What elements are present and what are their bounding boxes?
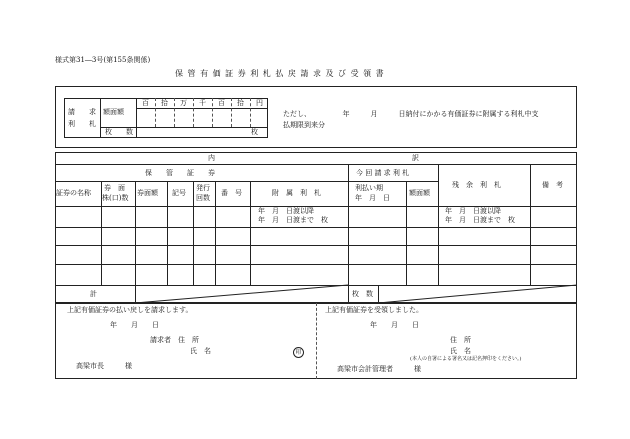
col-kenmen-bottom: 株(口)数 <box>102 194 129 202</box>
br-note: (本人の自署による署名又は記名押印をください。) <box>410 356 522 362</box>
bl-address: 請求者 住 所 <box>150 336 199 344</box>
bl-name: 氏 名 <box>190 347 211 355</box>
col-symbol: 記号 <box>172 189 186 197</box>
header-wake: 訳 <box>412 154 419 162</box>
br-date: 年 月 日 <box>370 321 419 329</box>
header-uchi: 内 <box>208 154 215 162</box>
col-kenmen-top: 券 面 <box>104 184 125 192</box>
remaining-line1: 年 月 日渡以降 <box>445 207 501 215</box>
br-text: 上記有価証券を受領しました。 <box>325 306 423 314</box>
label-unit-sheets: 枚 <box>251 128 258 136</box>
col-pay-bottom: 年 月 日 <box>355 194 390 202</box>
form-number: 様式第31―3号(第155条関係) <box>55 56 151 64</box>
col-attached: 附 属 利 札 <box>272 189 321 197</box>
col-name: 証券の名称 <box>56 189 91 197</box>
col-face2: 額面額 <box>409 189 430 197</box>
digit-header: 百 <box>142 99 149 107</box>
header-remarks: 備 考 <box>542 181 563 189</box>
header-custody: 保 管 証 券 <box>145 169 215 177</box>
remaining-line2: 年 月 日渡まで 枚 <box>445 216 515 224</box>
attached-line1: 年 月 日渡以降 <box>258 207 314 215</box>
sheets-label: 枚 数 <box>352 290 373 298</box>
label-count: 枚 数 <box>105 128 133 136</box>
header-remaining: 残 余 利 札 <box>452 181 501 189</box>
header-this-time: 今 回 請 求 利 札 <box>356 169 410 177</box>
bl-text: 上記有価証券の払い戻しを請求します。 <box>67 306 193 314</box>
br-address: 住 所 <box>450 336 471 344</box>
label-coupon: 利 札 <box>68 120 96 128</box>
digit-header: 百 <box>218 99 225 107</box>
attached-line2: 年 月 日渡まで 枚 <box>258 216 328 224</box>
digit-header: 拾 <box>161 99 168 107</box>
col-issue-bottom: 回数 <box>196 194 210 202</box>
digit-header: 万 <box>180 99 187 107</box>
label-face-value: 額面額 <box>103 108 124 116</box>
bl-to: 高梁市長 様 <box>76 362 132 370</box>
seal-mark: 印 <box>293 347 304 358</box>
bl-date: 年 月 日 <box>110 321 159 329</box>
form-title: 保 管 有 価 証 券 利 札 払 戻 請 求 及 び 受 領 書 <box>175 69 385 78</box>
label-claim: 請 求 <box>68 108 96 116</box>
note-line2: 払期限到来分 <box>283 121 325 129</box>
digit-header: 拾 <box>237 99 244 107</box>
note-line1: ただし、 年 月 日納付にかかる有価証券に附属する利札中支 <box>283 110 539 118</box>
col-number: 番 号 <box>221 189 242 197</box>
digit-header: 円 <box>256 99 263 107</box>
col-pay-top: 利払い期 <box>355 184 383 192</box>
col-issue-top: 発行 <box>196 184 210 192</box>
digit-header: 千 <box>199 99 206 107</box>
br-name: 氏 名 <box>450 347 471 355</box>
total-label: 計 <box>90 290 97 298</box>
br-to: 高梁市会計管理者 様 <box>337 365 421 373</box>
col-face: 券面額 <box>137 189 158 197</box>
